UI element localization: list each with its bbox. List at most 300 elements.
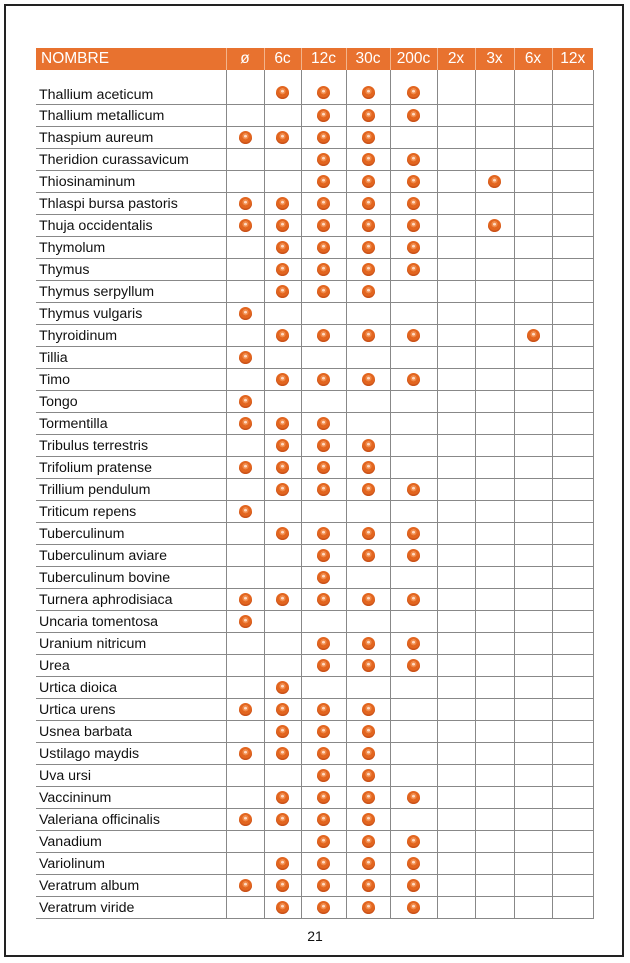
orange-dot-icon [317, 527, 330, 540]
potency-cell [390, 655, 437, 677]
orange-dot-icon [407, 197, 420, 210]
potency-cell [437, 391, 475, 413]
remedy-name: Thallium metallicum [36, 105, 226, 127]
orange-dot-icon [317, 769, 330, 782]
orange-dot-icon [239, 747, 252, 760]
potency-cell [226, 567, 264, 589]
remedy-name: Timo [36, 369, 226, 391]
potency-cell [552, 149, 593, 171]
potency-cell [475, 237, 514, 259]
potency-cell [226, 787, 264, 809]
potency-cell [226, 897, 264, 919]
potency-cell [226, 391, 264, 413]
potency-cell [264, 743, 301, 765]
potency-cell [514, 743, 552, 765]
potency-cell [264, 787, 301, 809]
orange-dot-icon [239, 351, 252, 364]
remedy-name: Uva ursi [36, 765, 226, 787]
remedy-name: Veratrum album [36, 875, 226, 897]
potency-cell [346, 545, 390, 567]
potency-cell [346, 149, 390, 171]
potency-cell [475, 545, 514, 567]
table-row [36, 677, 593, 699]
potency-cell [346, 193, 390, 215]
potency-cell [552, 215, 593, 237]
potency-cell [346, 259, 390, 281]
potency-cell [301, 721, 346, 743]
potency-cell [390, 831, 437, 853]
potency-cell [552, 70, 593, 105]
potency-cell [437, 171, 475, 193]
potency-cell [301, 457, 346, 479]
potency-cell [226, 281, 264, 303]
orange-dot-icon [407, 483, 420, 496]
orange-dot-icon [362, 593, 375, 606]
potency-cell [301, 699, 346, 721]
potency-cell [475, 897, 514, 919]
potency-cell [226, 721, 264, 743]
potency-cell [346, 853, 390, 875]
potency-cell [390, 369, 437, 391]
orange-dot-icon [317, 461, 330, 474]
orange-dot-icon [317, 373, 330, 386]
orange-dot-icon [362, 901, 375, 914]
table-row [36, 567, 593, 589]
table-row [36, 875, 593, 897]
orange-dot-icon [488, 175, 501, 188]
orange-dot-icon [317, 813, 330, 826]
potency-cell [475, 699, 514, 721]
table-row [36, 743, 593, 765]
orange-dot-icon [488, 219, 501, 232]
column-header-potency: 6c [264, 48, 301, 70]
potency-cell [226, 501, 264, 523]
orange-dot-icon [362, 241, 375, 254]
potency-cell [552, 127, 593, 149]
potency-cell [226, 875, 264, 897]
potency-cell [390, 281, 437, 303]
orange-dot-icon [317, 241, 330, 254]
potency-cell [552, 303, 593, 325]
table-row [36, 259, 593, 281]
potency-cell [390, 743, 437, 765]
potency-cell [264, 765, 301, 787]
remedy-name: Tormentilla [36, 413, 226, 435]
potency-cell [390, 787, 437, 809]
potency-cell [264, 809, 301, 831]
table-row [36, 171, 593, 193]
potency-cell [301, 501, 346, 523]
potency-cell [264, 105, 301, 127]
potency-cell [226, 193, 264, 215]
potency-cell [390, 413, 437, 435]
orange-dot-icon [362, 637, 375, 650]
potency-cell [301, 655, 346, 677]
potency-cell [390, 70, 437, 105]
remedy-name: Thlaspi bursa pastoris [36, 193, 226, 215]
orange-dot-icon [362, 175, 375, 188]
remedy-name: Veratrum viride [36, 897, 226, 919]
potency-cell [437, 721, 475, 743]
potency-cell [437, 765, 475, 787]
potency-cell [301, 677, 346, 699]
potency-cell [301, 413, 346, 435]
potency-cell [437, 303, 475, 325]
potency-cell [390, 127, 437, 149]
orange-dot-icon [317, 86, 330, 99]
orange-dot-icon [362, 835, 375, 848]
potency-cell [514, 787, 552, 809]
column-header-potency: 30c [346, 48, 390, 70]
potency-cell [346, 875, 390, 897]
potency-cell [390, 545, 437, 567]
potency-cell [301, 281, 346, 303]
orange-dot-icon [317, 197, 330, 210]
potency-cell [514, 193, 552, 215]
potency-cell [346, 831, 390, 853]
orange-dot-icon [317, 219, 330, 232]
potency-cell [226, 699, 264, 721]
orange-dot-icon [362, 285, 375, 298]
remedy-name: Vaccininum [36, 787, 226, 809]
potency-cell [475, 325, 514, 347]
potency-cell [226, 853, 264, 875]
orange-dot-icon [239, 593, 252, 606]
potency-cell [552, 655, 593, 677]
potency-cell [552, 413, 593, 435]
potency-cell [226, 215, 264, 237]
potency-cell [264, 655, 301, 677]
orange-dot-icon [362, 219, 375, 232]
potency-cell [475, 765, 514, 787]
potency-cell [390, 589, 437, 611]
potency-cell [346, 633, 390, 655]
orange-dot-icon [362, 549, 375, 562]
orange-dot-icon [317, 857, 330, 870]
potency-cell [437, 281, 475, 303]
potency-cell [264, 611, 301, 633]
orange-dot-icon [407, 637, 420, 650]
potency-cell [264, 875, 301, 897]
potency-cell [437, 215, 475, 237]
potency-cell [552, 897, 593, 919]
potency-cell [226, 523, 264, 545]
potency-cell [264, 127, 301, 149]
table-row [36, 127, 593, 149]
potency-cell [264, 149, 301, 171]
remedy-name: Thymolum [36, 237, 226, 259]
potency-cell [301, 853, 346, 875]
potency-cell [437, 435, 475, 457]
potency-cell [301, 70, 346, 105]
potency-cell [346, 215, 390, 237]
potency-cell [475, 347, 514, 369]
orange-dot-icon [276, 417, 289, 430]
potency-cell [264, 70, 301, 105]
potency-cell [226, 303, 264, 325]
potency-cell [301, 325, 346, 347]
potency-cell [301, 127, 346, 149]
potency-cell [437, 633, 475, 655]
potency-cell [552, 523, 593, 545]
table-row [36, 501, 593, 523]
orange-dot-icon [276, 483, 289, 496]
orange-dot-icon [276, 791, 289, 804]
potency-cell [390, 259, 437, 281]
potency-cell [390, 809, 437, 831]
remedy-name: Thallium aceticum [36, 70, 226, 105]
orange-dot-icon [407, 791, 420, 804]
potency-cell [264, 237, 301, 259]
potency-cell [475, 457, 514, 479]
potency-cell [514, 633, 552, 655]
potency-cell [437, 875, 475, 897]
potency-cell [552, 831, 593, 853]
potency-cell [475, 435, 514, 457]
potency-cell [346, 523, 390, 545]
potency-cell [390, 677, 437, 699]
potency-cell [437, 611, 475, 633]
orange-dot-icon [239, 615, 252, 628]
potency-cell [437, 325, 475, 347]
potency-cell [514, 721, 552, 743]
orange-dot-icon [362, 725, 375, 738]
potency-cell [264, 215, 301, 237]
potency-cell [514, 853, 552, 875]
potency-cell [346, 787, 390, 809]
orange-dot-icon [276, 527, 289, 540]
potency-cell [301, 193, 346, 215]
table-row [36, 303, 593, 325]
orange-dot-icon [362, 483, 375, 496]
table-row [36, 435, 593, 457]
orange-dot-icon [317, 593, 330, 606]
remedy-name: Uncaria tomentosa [36, 611, 226, 633]
potency-cell [301, 897, 346, 919]
potency-cell [226, 633, 264, 655]
remedy-name: Theridion curassavicum [36, 149, 226, 171]
potency-cell [346, 325, 390, 347]
column-header-potency: 200c [390, 48, 437, 70]
potency-cell [301, 391, 346, 413]
orange-dot-icon [317, 703, 330, 716]
potency-cell [475, 281, 514, 303]
orange-dot-icon [239, 879, 252, 892]
orange-dot-icon [317, 549, 330, 562]
orange-dot-icon [362, 461, 375, 474]
orange-dot-icon [317, 329, 330, 342]
potency-cell [264, 567, 301, 589]
orange-dot-icon [362, 527, 375, 540]
potency-cell [437, 787, 475, 809]
potency-cell [514, 391, 552, 413]
orange-dot-icon [362, 813, 375, 826]
potency-cell [346, 127, 390, 149]
potency-cell [346, 589, 390, 611]
potency-cell [301, 611, 346, 633]
potency-cell [552, 853, 593, 875]
orange-dot-icon [276, 857, 289, 870]
potency-cell [226, 743, 264, 765]
orange-dot-icon [276, 439, 289, 452]
orange-dot-icon [407, 241, 420, 254]
orange-dot-icon [362, 131, 375, 144]
potency-cell [437, 193, 475, 215]
potency-cell [437, 699, 475, 721]
orange-dot-icon [362, 197, 375, 210]
potency-cell [346, 765, 390, 787]
orange-dot-icon [276, 703, 289, 716]
potency-cell [437, 479, 475, 501]
potency-cell [390, 171, 437, 193]
orange-dot-icon [407, 835, 420, 848]
orange-dot-icon [362, 373, 375, 386]
potency-cell [552, 787, 593, 809]
potency-cell [552, 435, 593, 457]
remedy-potency-table [36, 48, 594, 919]
potency-cell [552, 171, 593, 193]
potency-cell [346, 237, 390, 259]
potency-cell [552, 677, 593, 699]
potency-cell [475, 479, 514, 501]
table-row [36, 369, 593, 391]
orange-dot-icon [527, 329, 540, 342]
potency-cell [552, 501, 593, 523]
potency-cell [437, 127, 475, 149]
table-row [36, 809, 593, 831]
potency-cell [475, 655, 514, 677]
potency-cell [264, 897, 301, 919]
remedy-name: Trillium pendulum [36, 479, 226, 501]
potency-cell [226, 655, 264, 677]
table-header [36, 48, 593, 70]
orange-dot-icon [362, 263, 375, 276]
potency-cell [226, 105, 264, 127]
remedy-name: Urtica urens [36, 699, 226, 721]
remedy-name: Urea [36, 655, 226, 677]
potency-cell [475, 501, 514, 523]
table-row [36, 193, 593, 215]
remedy-name: Valeriana officinalis [36, 809, 226, 831]
potency-cell [437, 369, 475, 391]
potency-cell [226, 809, 264, 831]
table-row [36, 699, 593, 721]
table-row [36, 325, 593, 347]
remedy-name: Thiosinaminum [36, 171, 226, 193]
orange-dot-icon [317, 835, 330, 848]
potency-cell [552, 765, 593, 787]
orange-dot-icon [276, 901, 289, 914]
potency-cell [264, 391, 301, 413]
orange-dot-icon [362, 86, 375, 99]
remedy-name: Tongo [36, 391, 226, 413]
potency-cell [346, 479, 390, 501]
remedy-name: Vanadium [36, 831, 226, 853]
orange-dot-icon [276, 285, 289, 298]
orange-dot-icon [239, 307, 252, 320]
potency-cell [437, 347, 475, 369]
potency-cell [301, 567, 346, 589]
potency-cell [346, 611, 390, 633]
potency-cell [346, 457, 390, 479]
potency-cell [437, 457, 475, 479]
potency-cell [226, 347, 264, 369]
potency-cell [226, 325, 264, 347]
column-header-potency: ø [226, 48, 264, 70]
potency-cell [552, 721, 593, 743]
potency-cell [301, 765, 346, 787]
potency-cell [390, 193, 437, 215]
potency-cell [226, 611, 264, 633]
potency-cell [475, 171, 514, 193]
orange-dot-icon [407, 329, 420, 342]
potency-cell [346, 281, 390, 303]
potency-cell [390, 721, 437, 743]
orange-dot-icon [317, 571, 330, 584]
potency-cell [514, 875, 552, 897]
potency-cell [301, 215, 346, 237]
orange-dot-icon [362, 791, 375, 804]
column-header-potency: 2x [437, 48, 475, 70]
header-row [36, 48, 593, 70]
potency-cell [346, 435, 390, 457]
potency-cell [514, 831, 552, 853]
potency-cell [264, 721, 301, 743]
potency-cell [552, 325, 593, 347]
potency-cell [514, 897, 552, 919]
table-row [36, 70, 593, 105]
orange-dot-icon [276, 241, 289, 254]
potency-cell [437, 149, 475, 171]
potency-cell [552, 259, 593, 281]
orange-dot-icon [276, 219, 289, 232]
potency-cell [437, 237, 475, 259]
potency-cell [437, 853, 475, 875]
potency-cell [437, 897, 475, 919]
potency-cell [552, 875, 593, 897]
potency-cell [264, 369, 301, 391]
potency-cell [475, 369, 514, 391]
potency-cell [514, 259, 552, 281]
potency-cell [475, 875, 514, 897]
orange-dot-icon [276, 86, 289, 99]
table-row [36, 391, 593, 413]
potency-cell [437, 70, 475, 105]
potency-cell [552, 369, 593, 391]
potency-cell [514, 545, 552, 567]
table-row [36, 897, 593, 919]
orange-dot-icon [276, 813, 289, 826]
potency-cell [475, 259, 514, 281]
potency-cell [514, 149, 552, 171]
remedy-name: Tuberculinum [36, 523, 226, 545]
potency-cell [226, 237, 264, 259]
potency-cell [301, 171, 346, 193]
potency-cell [264, 413, 301, 435]
potency-cell [390, 105, 437, 127]
potency-cell [475, 215, 514, 237]
potency-cell [552, 193, 593, 215]
remedy-name: Tuberculinum aviare [36, 545, 226, 567]
orange-dot-icon [317, 109, 330, 122]
potency-cell [346, 677, 390, 699]
potency-cell [346, 699, 390, 721]
potency-cell [514, 237, 552, 259]
potency-cell [390, 897, 437, 919]
orange-dot-icon [276, 879, 289, 892]
potency-cell [514, 611, 552, 633]
potency-cell [301, 435, 346, 457]
